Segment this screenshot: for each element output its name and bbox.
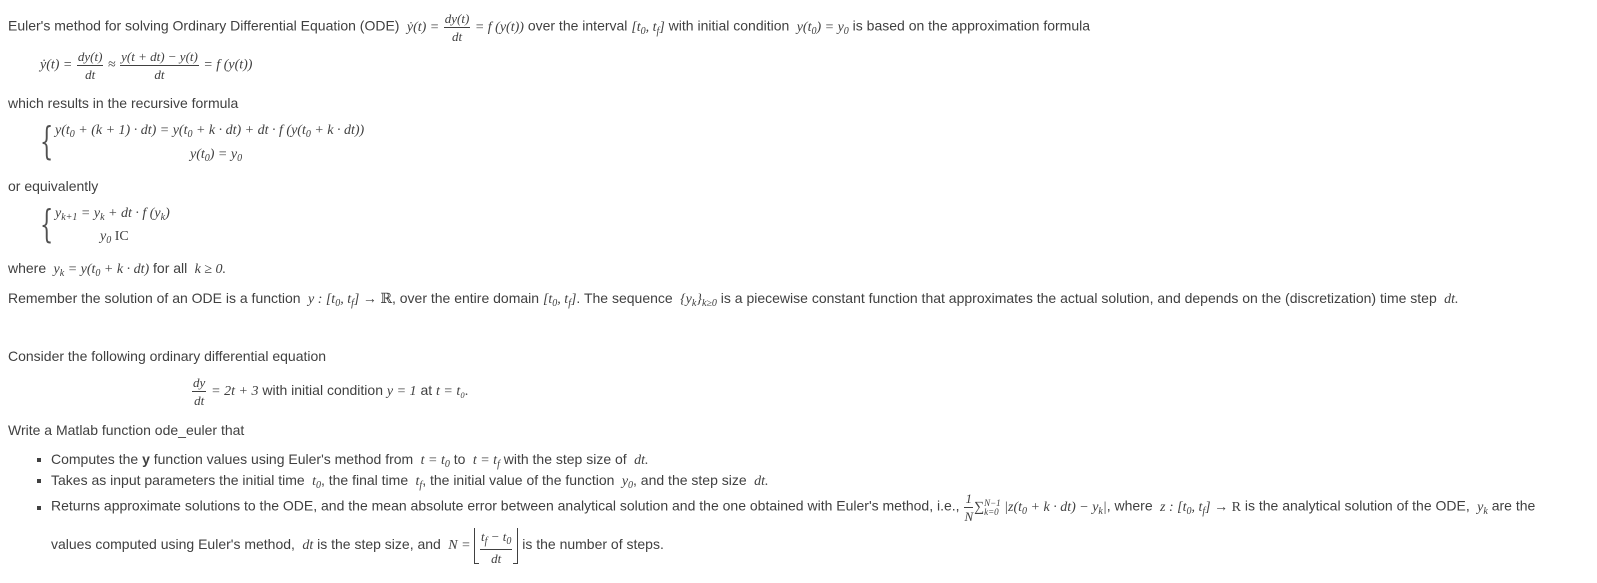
n-formula: N = $\frac{t_f - t_0}{dt}$ bbox=[445, 538, 519, 553]
bullet-1-bold: y bbox=[142, 451, 150, 467]
t-equals-t0: $t = t_0$ bbox=[417, 453, 450, 470]
bullet-1 bbox=[51, 451, 648, 470]
dy-dt-fraction: $\frac{dy}{dt}$ bbox=[193, 375, 206, 408]
bullet-2-text-c: , the initial value of the function bbox=[422, 472, 615, 488]
mae-formula: $\frac{1}{N}$ ∑ N−1 k=0 $|z(t_0 + k \cdot dt) - y_k|$ bbox=[964, 491, 1107, 524]
intro-text-b: over the interval bbox=[527, 17, 628, 34]
ode-t-eq: t = t₀. bbox=[436, 384, 469, 400]
bullet-icon bbox=[37, 479, 41, 483]
bullet-2-text-a: Takes as input parameters the initial time bbox=[51, 472, 305, 488]
t-equals-tf: $t = t_f$ bbox=[469, 453, 500, 470]
remember-text-a: Remember the solution of an ODE is a function bbox=[8, 290, 301, 306]
ode-at: at bbox=[420, 382, 433, 399]
z-mapping: z : [$t_0$, $t_f] \to R$ bbox=[1156, 499, 1241, 517]
bullet-1-text-d: with the step size of bbox=[503, 451, 627, 467]
tf-symbol: $t_f$ bbox=[412, 474, 423, 491]
intro-line bbox=[8, 12, 1090, 43]
initial-condition-formula: $y(t_0) = y_0$ bbox=[793, 19, 849, 37]
equivalent-equation-1: $y_{k+1} = y_k$ + dt · f $(y_k)$ bbox=[55, 206, 170, 223]
bullet-3-text-g: is the number of steps. bbox=[522, 536, 664, 553]
recursive-equation-2: $y(t_0) = y_0$ bbox=[190, 147, 243, 164]
bullet-2-text-d: , and the step size bbox=[633, 472, 747, 488]
bullet-2-text-b: , the final time bbox=[320, 472, 409, 488]
bullet-icon bbox=[37, 506, 41, 510]
dt-symbol: dt. bbox=[750, 474, 769, 489]
ode-ic: y = 1 bbox=[386, 384, 417, 400]
remember-text-c: . The sequence bbox=[576, 290, 673, 306]
ode-definition-formula: ẏ(t) = $\frac{dy(t)}{dt}$ = f (y(t)) bbox=[403, 11, 524, 44]
bullet-2 bbox=[51, 472, 768, 491]
left-brace-icon: { bbox=[40, 202, 54, 246]
approximation-formula: ẏ(t) = $\frac{dy(t)}{dt}$ ≈ $\frac{y(t + dt) - y(t)}{dt}$ = f (y(t)) bbox=[40, 49, 253, 82]
bullet-3-continued bbox=[51, 528, 664, 564]
remember-line bbox=[8, 289, 1459, 313]
equivalent-label: or equivalently bbox=[8, 178, 99, 194]
bullet-1-text-c: to bbox=[453, 451, 466, 467]
intro-text-c: with initial condition bbox=[668, 17, 790, 34]
bullet-1-text-b: function values using Euler's method from bbox=[153, 451, 414, 467]
domain-formula: [$t_0$, $t_f$] bbox=[542, 292, 577, 309]
where-line bbox=[8, 259, 226, 283]
intro-text-a: Euler's method for solving Ordinary Differential Equation (ODE) bbox=[8, 17, 400, 34]
where-tail: for all bbox=[153, 260, 188, 276]
yk-definition: $y_k = y(t_0 + k \cdot dt)$ bbox=[50, 262, 150, 279]
dt-symbol: dt bbox=[298, 538, 314, 554]
remember-text-b: , over the entire domain bbox=[391, 290, 540, 306]
recursive-label: which results in the recursive formula bbox=[8, 95, 239, 111]
where-text: where bbox=[8, 260, 47, 276]
function-mapping: y : [$t_0$, $t_f$] → ℝ bbox=[304, 292, 392, 309]
bullet-3-text-b: , where bbox=[1106, 497, 1153, 514]
recursive-equation-1: $y(t_0 + (k + 1) \cdot dt) = y(t_0 + k \cdot dt)$ + dt · f $(y(t_0 + k \cdot dt))$ bbox=[55, 123, 365, 140]
bullet-icon bbox=[37, 458, 41, 462]
bullet-3-text-f: is the step size, and bbox=[317, 536, 441, 553]
dt-symbol: dt. bbox=[630, 453, 649, 468]
dt-symbol: dt. bbox=[1440, 292, 1459, 307]
consider-label: Consider the following ordinary differential equation bbox=[8, 348, 327, 364]
bullet-3-text-a: Returns approximate solutions to the ODE, and the mean absolute error between analytical solution and the one obtained with Euler's method, i.e., bbox=[51, 497, 960, 514]
ode-with-ic: with initial condition bbox=[262, 382, 383, 399]
equivalent-equation-2: $y_0$ IC bbox=[100, 229, 129, 246]
sequence-formula: $\{y_k\}_{k\ge 0}$ bbox=[676, 292, 717, 309]
bullet-3-text-d: are the bbox=[1491, 497, 1536, 514]
ode-rhs: = 2t + 3 bbox=[211, 384, 259, 400]
y0-symbol: $y_0$ bbox=[618, 474, 634, 491]
left-brace-icon: { bbox=[40, 119, 54, 163]
remember-text-d: is a piecewise constant function that approximates the actual solution, and depends on the (discretization) time step bbox=[720, 290, 1437, 306]
k-condition: k ≥ 0. bbox=[191, 262, 227, 277]
intro-text-d: is based on the approximation formula bbox=[852, 17, 1091, 34]
bullet-1-text-a: Computes the bbox=[51, 451, 139, 467]
t0-symbol: $t_0$ bbox=[308, 474, 321, 491]
bullet-3-text-c: is the analytical solution of the ODE, bbox=[1244, 497, 1470, 514]
bullet-3-text-e: values computed using Euler's method, bbox=[51, 536, 295, 553]
yk-symbol: $y_k$ bbox=[1473, 499, 1488, 517]
task-intro: Write a Matlab function ode_euler that bbox=[8, 422, 245, 438]
bullet-3 bbox=[51, 492, 1535, 523]
ode-equation bbox=[191, 376, 469, 407]
interval-formula: [$t_0$, $t_f$] bbox=[631, 19, 665, 37]
